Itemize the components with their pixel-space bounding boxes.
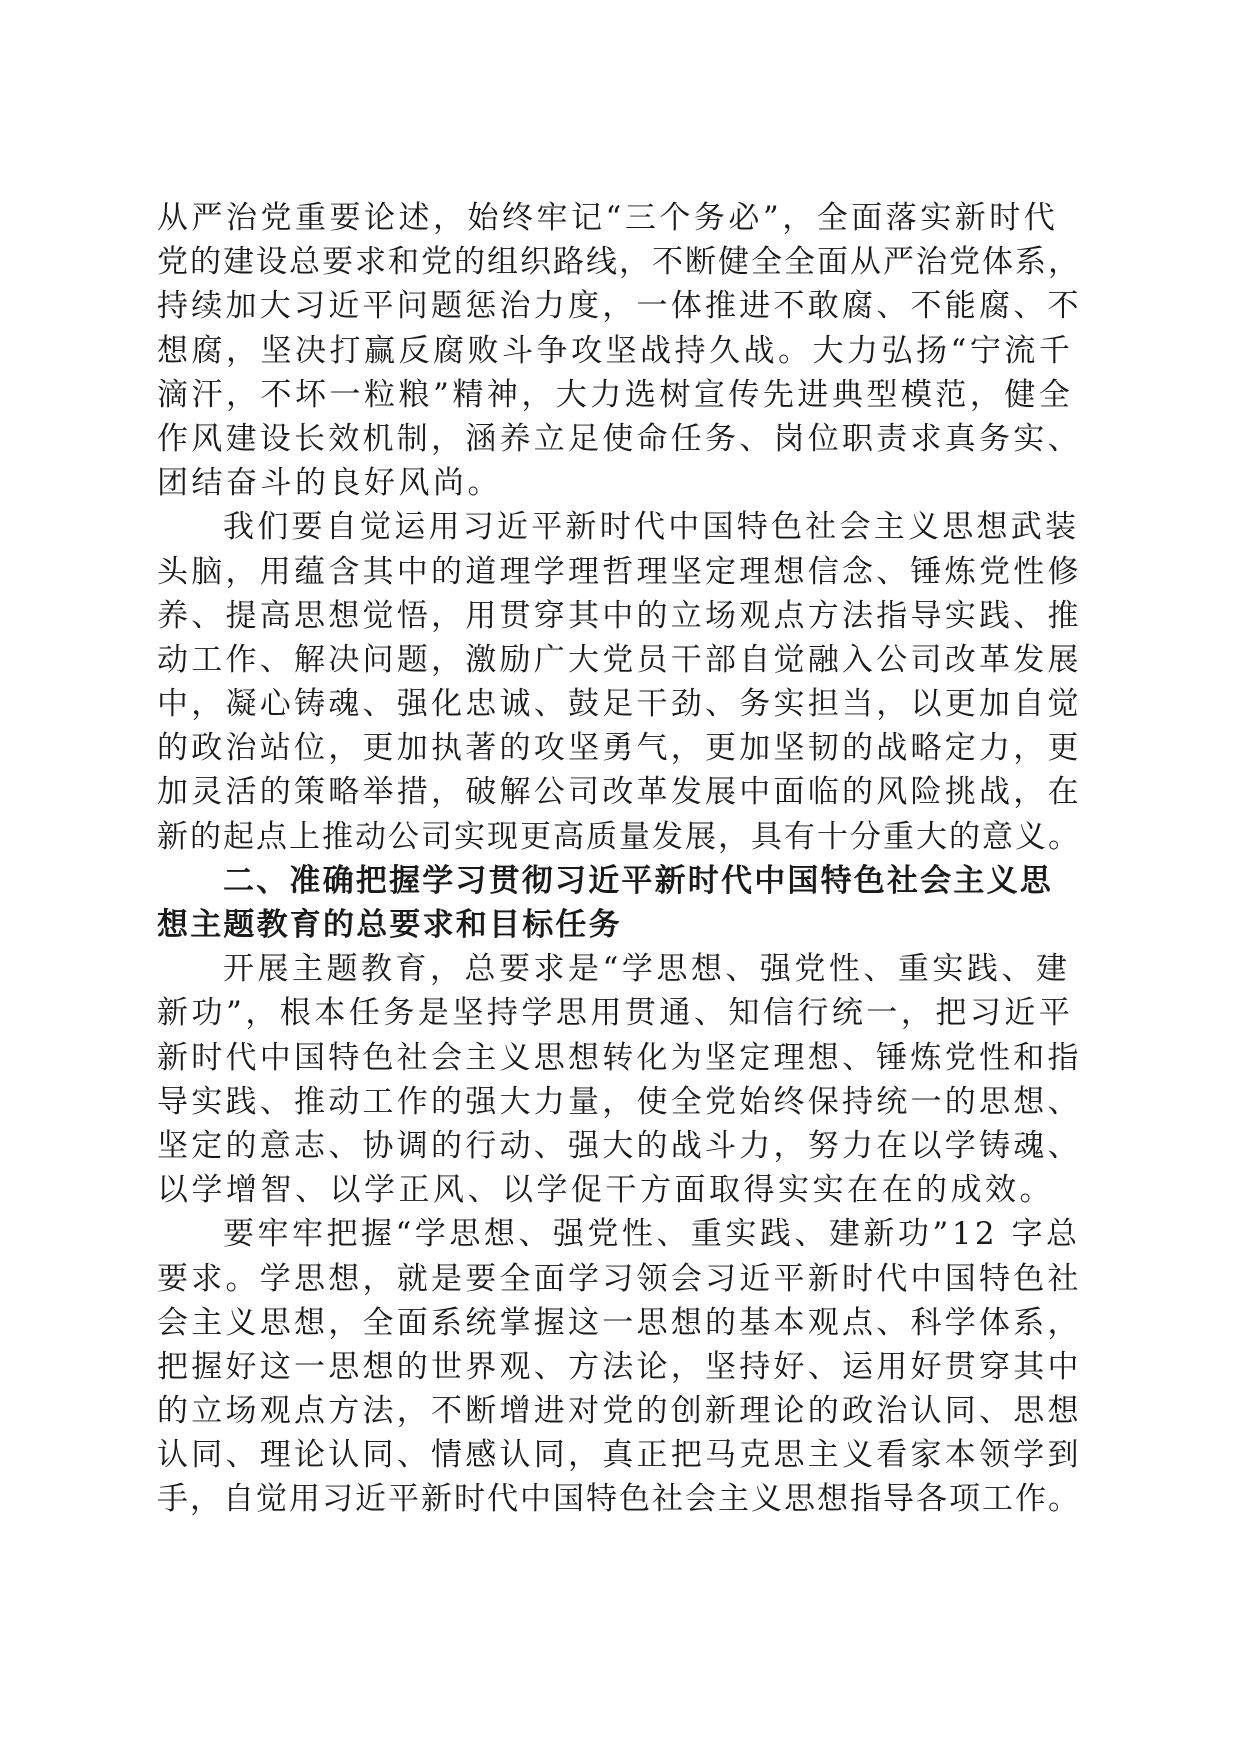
text-line: 中，凝心铸魂、强化忠诚、鼓足干劲、务实担当，以更加自觉 bbox=[157, 686, 1082, 723]
heading-line: 想主题教育的总要求和目标任务 bbox=[157, 907, 622, 943]
text-line: 党的建设总要求和党的组织路线，不断健全全面从严治党体系， bbox=[157, 244, 1081, 281]
text-line: 养、提高思想觉悟，用贯穿其中的立场观点方法指导实践、推 bbox=[157, 597, 1082, 634]
paragraph-twelve-characters bbox=[157, 1212, 1083, 1521]
text-line: 持续加大习近平问题惩治力度，一体推进不敢腐、不能腐、不 bbox=[157, 288, 1082, 325]
text-line: 加灵活的策略举措，破解公司改革发展中面临的风险挑战，在 bbox=[157, 774, 1082, 811]
text-line: 要牢牢把握“学思想、强党性、重实践、建新功”12 字总 bbox=[223, 1216, 1081, 1253]
paragraph-significance bbox=[157, 505, 1083, 859]
text-line: 手，自觉用习近平新时代中国特色社会主义思想指导各项工作。 bbox=[157, 1481, 1081, 1518]
text-line: 新功”，根本任务是坚持学思用贯通、知信行统一，把习近平 bbox=[157, 995, 1074, 1032]
text-line: 要求。学思想，就是要全面学习领会习近平新时代中国特色社 bbox=[157, 1260, 1082, 1297]
text-line: 头脑，用蕴含其中的道理学理哲理坚定理想信念、锤炼党性修 bbox=[157, 553, 1082, 590]
text-line: 动工作、解决问题，激励广大党员干部自觉融入公司改革发展 bbox=[157, 641, 1082, 678]
text-line: 新时代中国特色社会主义思想转化为坚定理想、锤炼党性和指 bbox=[157, 1039, 1082, 1076]
text-line: 把握好这一思想的世界观、方法论，坚持好、运用好贯穿其中 bbox=[157, 1348, 1082, 1385]
text-line: 的政治站位，更加执著的攻坚勇气，更加坚韧的战略定力，更 bbox=[157, 730, 1082, 767]
text-line: 想腐，坚决打赢反腐败斗争攻坚战持久战。大力弘扬“宁流千 bbox=[157, 332, 1074, 369]
text-line: 作风建设长效机制，涵养立足使命任务、岗位职责求真务实、 bbox=[157, 420, 1082, 457]
text-line: 坚定的意志、协调的行动、强大的战斗力，努力在以学铸魂、 bbox=[157, 1127, 1082, 1164]
text-line: 会主义思想，全面系统掌握这一思想的基本观点、科学体系， bbox=[157, 1304, 1082, 1341]
section-heading bbox=[157, 859, 1083, 947]
text-line: 团结奋斗的良好风尚。 bbox=[157, 465, 502, 502]
text-line: 新的起点上推动公司实现更高质量发展，具有十分重大的意义。 bbox=[157, 818, 1081, 855]
heading-line: 二、准确把握学习贯彻习近平新时代中国特色社会主义思 bbox=[223, 862, 1053, 899]
text-line: 导实践、推动工作的强大力量，使全党始终保持统一的思想、 bbox=[157, 1083, 1082, 1120]
text-line: 的立场观点方法，不断增进对党的创新理论的政治认同、思想 bbox=[157, 1393, 1082, 1430]
paragraph-general-requirements bbox=[157, 947, 1083, 1212]
text-line: 从严治党重要论述，始终牢记“三个务必”，全面落实新时代 bbox=[157, 200, 1059, 236]
paragraph-continuation bbox=[157, 196, 1083, 505]
text-line: 认同、理论认同、情感认同，真正把马克思主义看家本领学到 bbox=[157, 1437, 1082, 1474]
text-line: 以学增智、以学正风、以学促干方面取得实实在在的成效。 bbox=[157, 1172, 1054, 1209]
document-page bbox=[157, 196, 1083, 1522]
text-line: 滴汗，不坏一粒粮”精神，大力选树宣传先进典型模范，健全 bbox=[157, 376, 1074, 413]
text-line: 开展主题教育，总要求是“学思想、强党性、重实践、建 bbox=[223, 951, 1071, 988]
text-line: 我们要自觉运用习近平新时代中国特色社会主义思想武装 bbox=[223, 509, 1080, 546]
